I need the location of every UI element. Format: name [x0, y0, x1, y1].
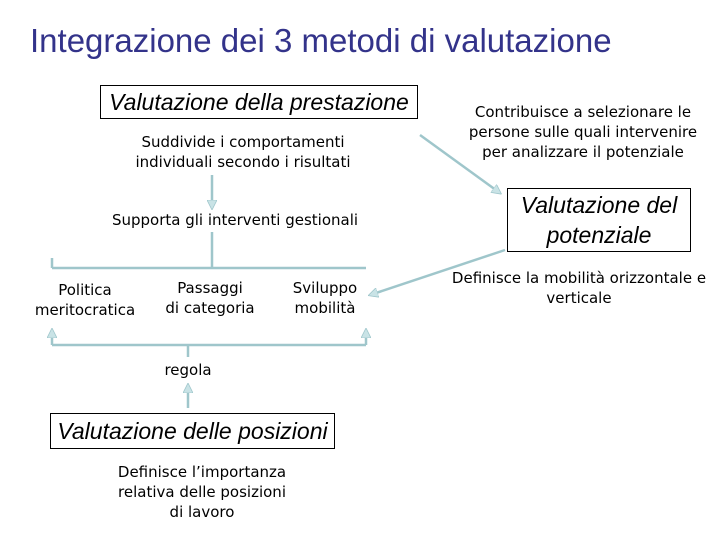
- contribuisce-text: [452, 102, 714, 162]
- contribuisce-line2: persone sulle quali intervenire: [468, 123, 698, 141]
- posizioni-desc-line2: relativa delle posizioni: [118, 483, 286, 501]
- supporta-label: Supporta gli interventi gestionali: [111, 211, 359, 229]
- posizioni-desc-line3: di lavoro: [169, 503, 235, 521]
- box-valutazione-posizioni: [50, 413, 335, 449]
- sviluppo-mobilita: [275, 278, 375, 318]
- contribuisce-line3: per analizzare il potenziale: [482, 143, 684, 161]
- sviluppo-line1: Sviluppo: [292, 279, 358, 297]
- mobilita-text: [440, 268, 718, 308]
- prestazione-desc-line2: individuali secondo i risultati: [135, 153, 351, 171]
- sviluppo-line2: mobilità: [294, 299, 356, 317]
- potenziale-line2: potenziale: [546, 222, 652, 248]
- regola-label: regola: [164, 361, 212, 379]
- passaggi-line2: di categoria: [165, 299, 255, 317]
- mobilita-line2: verticale: [546, 289, 612, 307]
- posizioni-description: [92, 462, 312, 522]
- prestazione-description: [112, 132, 374, 172]
- mobilita-line1: Definisce la mobilità orizzontale e: [451, 269, 707, 287]
- box-posizioni-label: Valutazione delle posizioni: [57, 417, 328, 444]
- prestazione-desc-line1: Suddivide i comportamenti: [141, 133, 345, 151]
- potenziale-line1: Valutazione del: [520, 192, 678, 218]
- contribuisce-line1: Contribuisce a selezionare le: [474, 103, 692, 121]
- passaggi-line1: Passaggi: [177, 279, 243, 297]
- box-valutazione-prestazione: [100, 85, 418, 119]
- box-valutazione-potenziale: [507, 188, 691, 252]
- politica-line2: meritocratica: [34, 301, 136, 319]
- passaggi-di-categoria: [152, 278, 268, 318]
- politica-meritocratica: [22, 280, 148, 320]
- politica-line1: Politica: [58, 281, 112, 299]
- box-prestazione-label: Valutazione della prestazione: [109, 88, 409, 115]
- posizioni-desc-line1: Definisce l’importanza: [117, 463, 287, 481]
- page-title: Integrazione dei 3 metodi di valutazione: [30, 22, 612, 59]
